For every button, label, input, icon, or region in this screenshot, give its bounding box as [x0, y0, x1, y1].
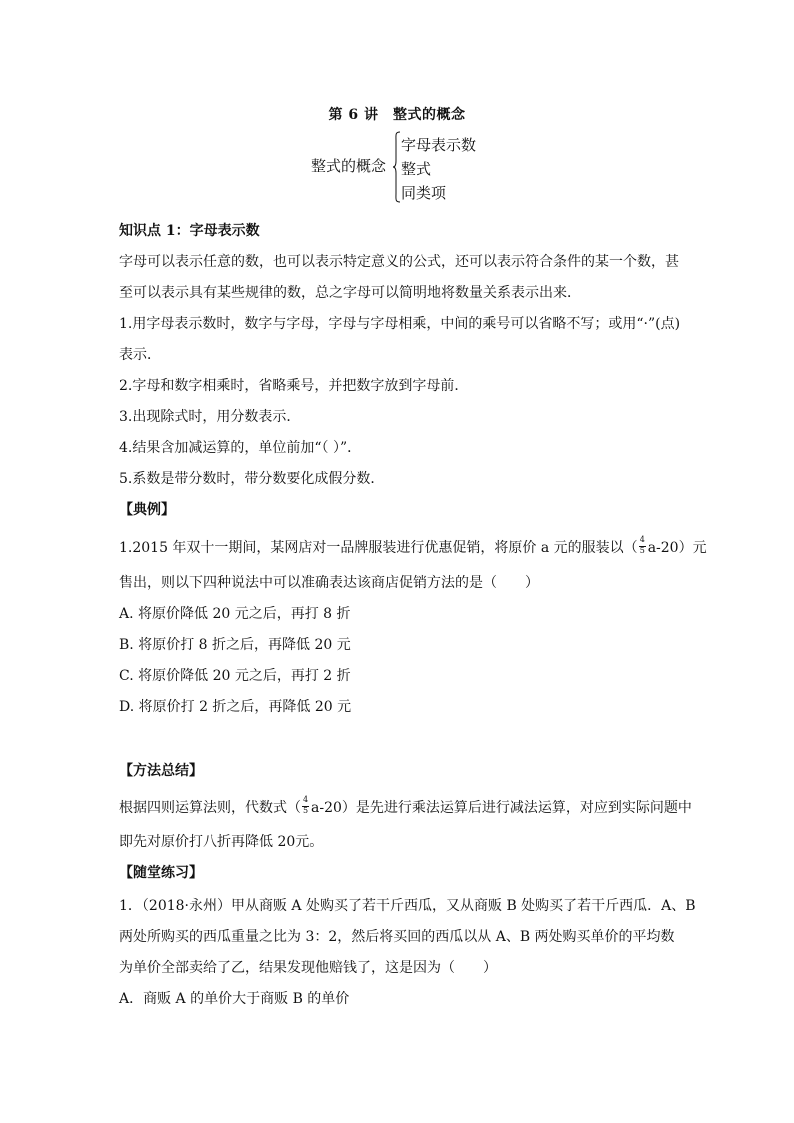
kp1-rule4: 4.结果含加减运算的，单位前加“（ ）”．: [119, 440, 362, 456]
method-text-after: a-20）是先进行乘法运算后进行减法运算，对应到实际问题中: [311, 800, 692, 816]
kp1-intro-line1: 字母可以表示任意的数，也可以表示特定意义的公式，还可以表示符合条件的某一个数，甚: [119, 254, 679, 270]
example-heading: 【典例】: [119, 502, 175, 518]
fraction-denominator: 5: [639, 546, 645, 555]
method-text-before: 根据四则运算法则，代数式（: [119, 800, 301, 816]
example-option-b: B. 将原价打 8 折之后，再降低 20 元: [119, 637, 351, 653]
outline-branch-polynomial: 整式: [401, 160, 432, 178]
example-option-a: A. 将原价降低 20 元之后，再打 8 折: [119, 606, 351, 622]
kp1-intro-line2: 至可以表示具有某些规律的数，总之字母可以简明地将数量关系表示出来．: [119, 285, 581, 301]
practice-heading: 【随堂练习】: [119, 865, 203, 881]
kp1-rule1-line1: 1.用字母表示数时，数字与字母，字母与字母相乘，中间的乘号可以省略不写；或用“·”(点): [119, 316, 681, 332]
kp1-rule2: 2.字母和数字相乘时，省略乘号，并把数字放到字母前．: [119, 378, 469, 394]
fraction-numerator: 4: [303, 795, 309, 804]
practice-question-line3: 为单价全部卖给了乙，结果发现他赔钱了，这是因为（ ）: [119, 960, 497, 976]
method-heading: 【方法总结】: [119, 763, 203, 779]
fraction-four-fifths: [639, 535, 647, 555]
method-line1: [119, 797, 692, 817]
practice-question-line2: 两处所购买的西瓜重量之比为 3：2，然后将买回的西瓜以从 A、B 两处购买单价的平均数: [119, 929, 675, 945]
fraction-four-fifths: [302, 795, 310, 815]
outline-branch-letters: 字母表示数: [401, 136, 477, 154]
practice-question-line1: 1．（2018·永州）甲从商贩 A 处购买了若干斤西瓜，又从商贩 B 处购买了若干斤西瓜．A、B: [119, 898, 696, 914]
fraction-numerator: 4: [639, 535, 645, 544]
method-line2: 即先对原价打八折再降低 20元。: [119, 834, 324, 850]
outline-branch-like-terms: 同类项: [401, 184, 447, 202]
kp1-rule1-line2: 表示．: [119, 347, 161, 363]
example-question-text-before: 1.2015 年双十一期间，某网店对一品牌服装进行优惠促销，将原价 a 元的服装以（: [119, 540, 638, 556]
fraction-denominator: 5: [303, 806, 309, 815]
example-question-line2: 售出，则以下四种说法中可以准确表达该商店促销方法的是（ ）: [119, 575, 539, 591]
example-question-text-after: a-20）元: [647, 540, 707, 556]
kp1-rule3: 3.出现除式时，用分数表示．: [119, 409, 301, 425]
kp1-heading: 知识点 1：字母表示数: [119, 223, 260, 239]
practice-option-a: A．商贩 A 的单价大于商贩 B 的单价: [119, 991, 350, 1007]
outline-main-label: 整式的概念: [311, 157, 387, 175]
page-title: 第 6 讲 整式的概念: [328, 107, 466, 123]
example-question-line1: [119, 537, 707, 557]
example-option-d: D. 将原价打 2 折之后，再降低 20 元: [119, 699, 352, 715]
example-option-c: C. 将原价降低 20 元之后，再打 2 折: [119, 668, 351, 684]
kp1-rule5: 5.系数是带分数时，带分数要化成假分数．: [119, 471, 385, 487]
